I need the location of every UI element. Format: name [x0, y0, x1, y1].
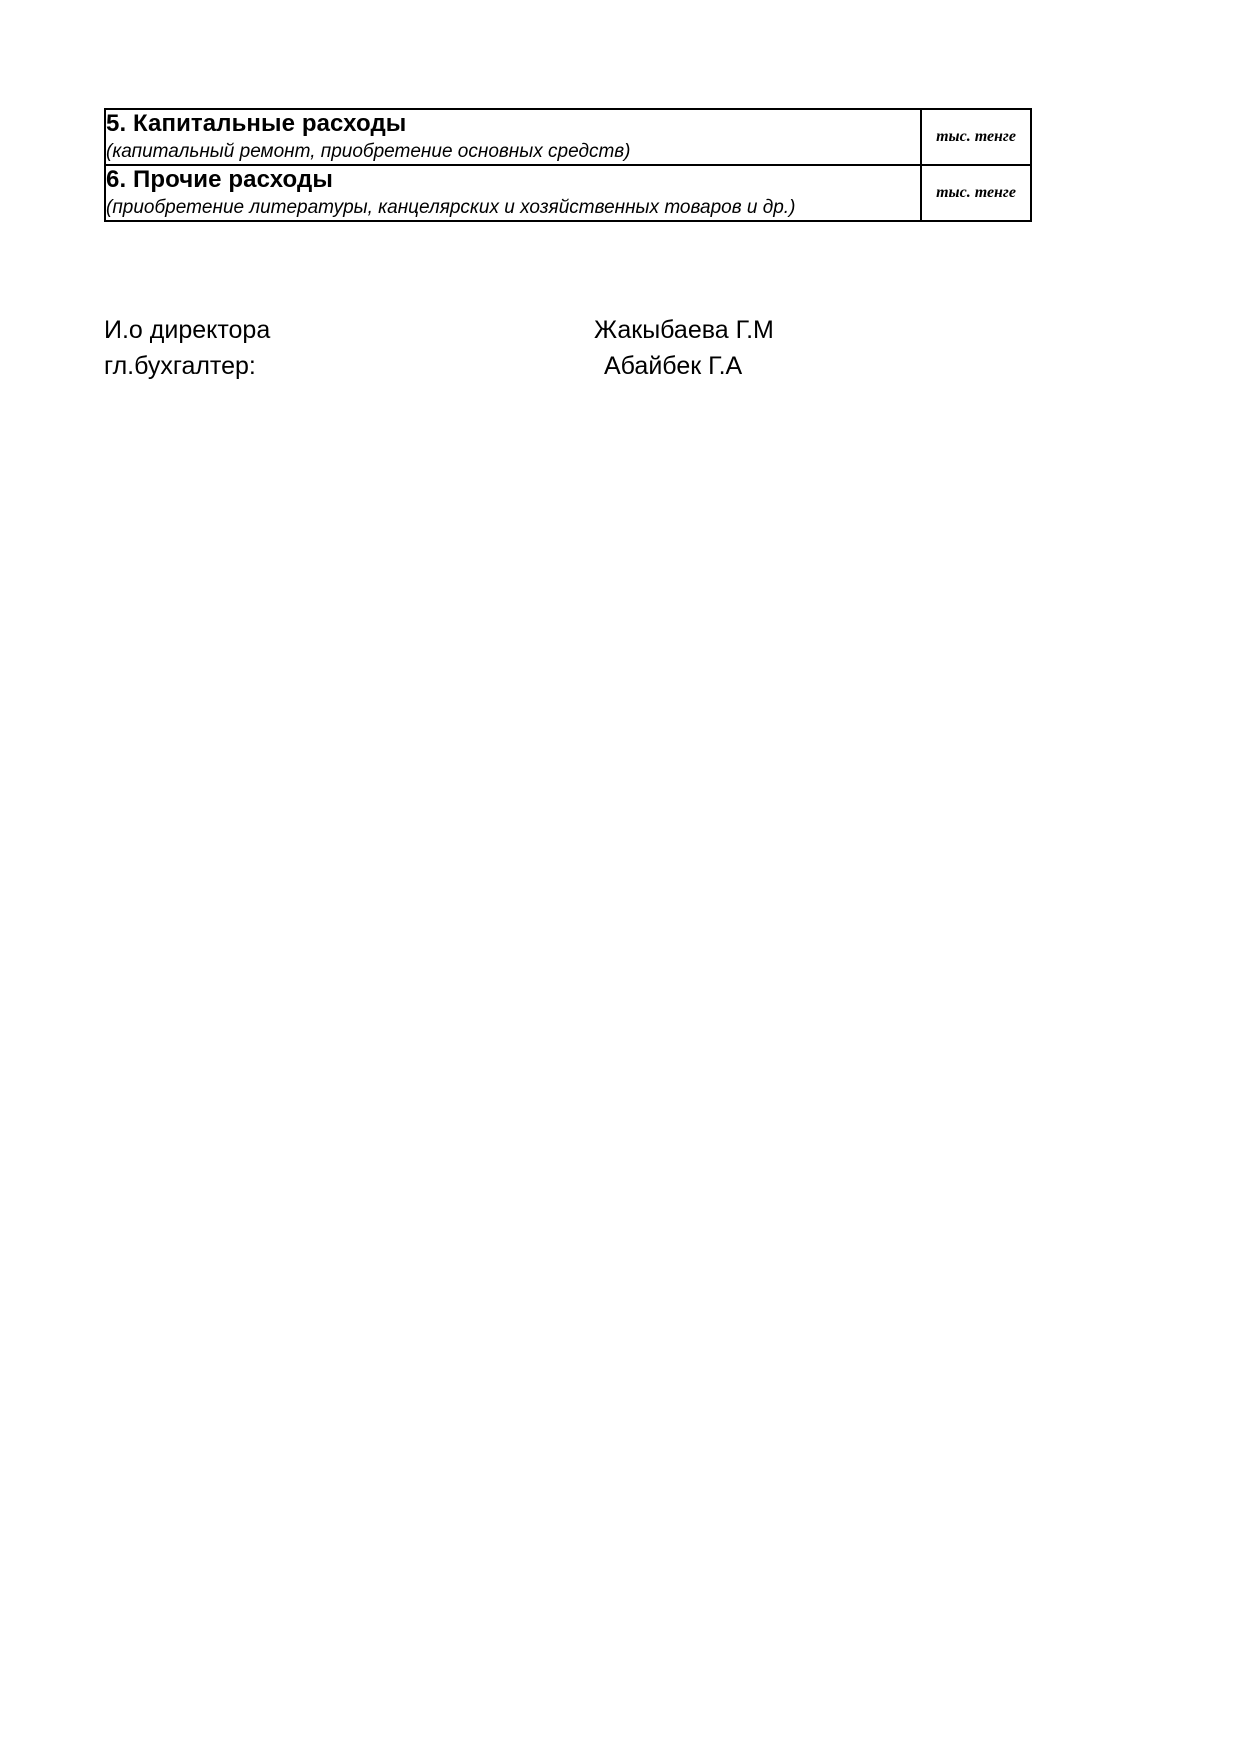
signature-name-accountant: Абайбек Г.А [604, 352, 743, 381]
signature-line-director [104, 312, 1004, 348]
table-row [105, 165, 1031, 221]
expense-row-6-subtitle: (приобретение литературы, канцелярских и хозяйственных товаров и др.) [106, 197, 796, 219]
signature-role-accountant: гл.бухгалтер: [104, 352, 256, 381]
signature-role-director: И.о директора [104, 316, 271, 344]
signature-block [104, 312, 1004, 385]
expenses-table [104, 108, 1032, 222]
expense-row-5-label-cell [105, 109, 921, 165]
expense-row-6-unit: тыс. тенге [936, 184, 1016, 202]
expense-row-5-title: 5. Капитальные расходы [106, 110, 407, 137]
signature-line-accountant [104, 348, 1004, 384]
table-row [105, 109, 1031, 165]
expense-row-6-unit-cell [921, 165, 1031, 221]
expense-row-6-label-cell [105, 165, 921, 221]
expense-row-5-unit: тыс. тенге [936, 128, 1016, 146]
expense-row-6-title: 6. Прочие расходы [106, 166, 333, 194]
expense-row-5-unit-cell [921, 109, 1031, 165]
signature-name-director: Жакыбаева Г.М [594, 316, 774, 344]
expense-row-5-subtitle: (капитальный ремонт, приобретение основных средств) [106, 141, 631, 163]
